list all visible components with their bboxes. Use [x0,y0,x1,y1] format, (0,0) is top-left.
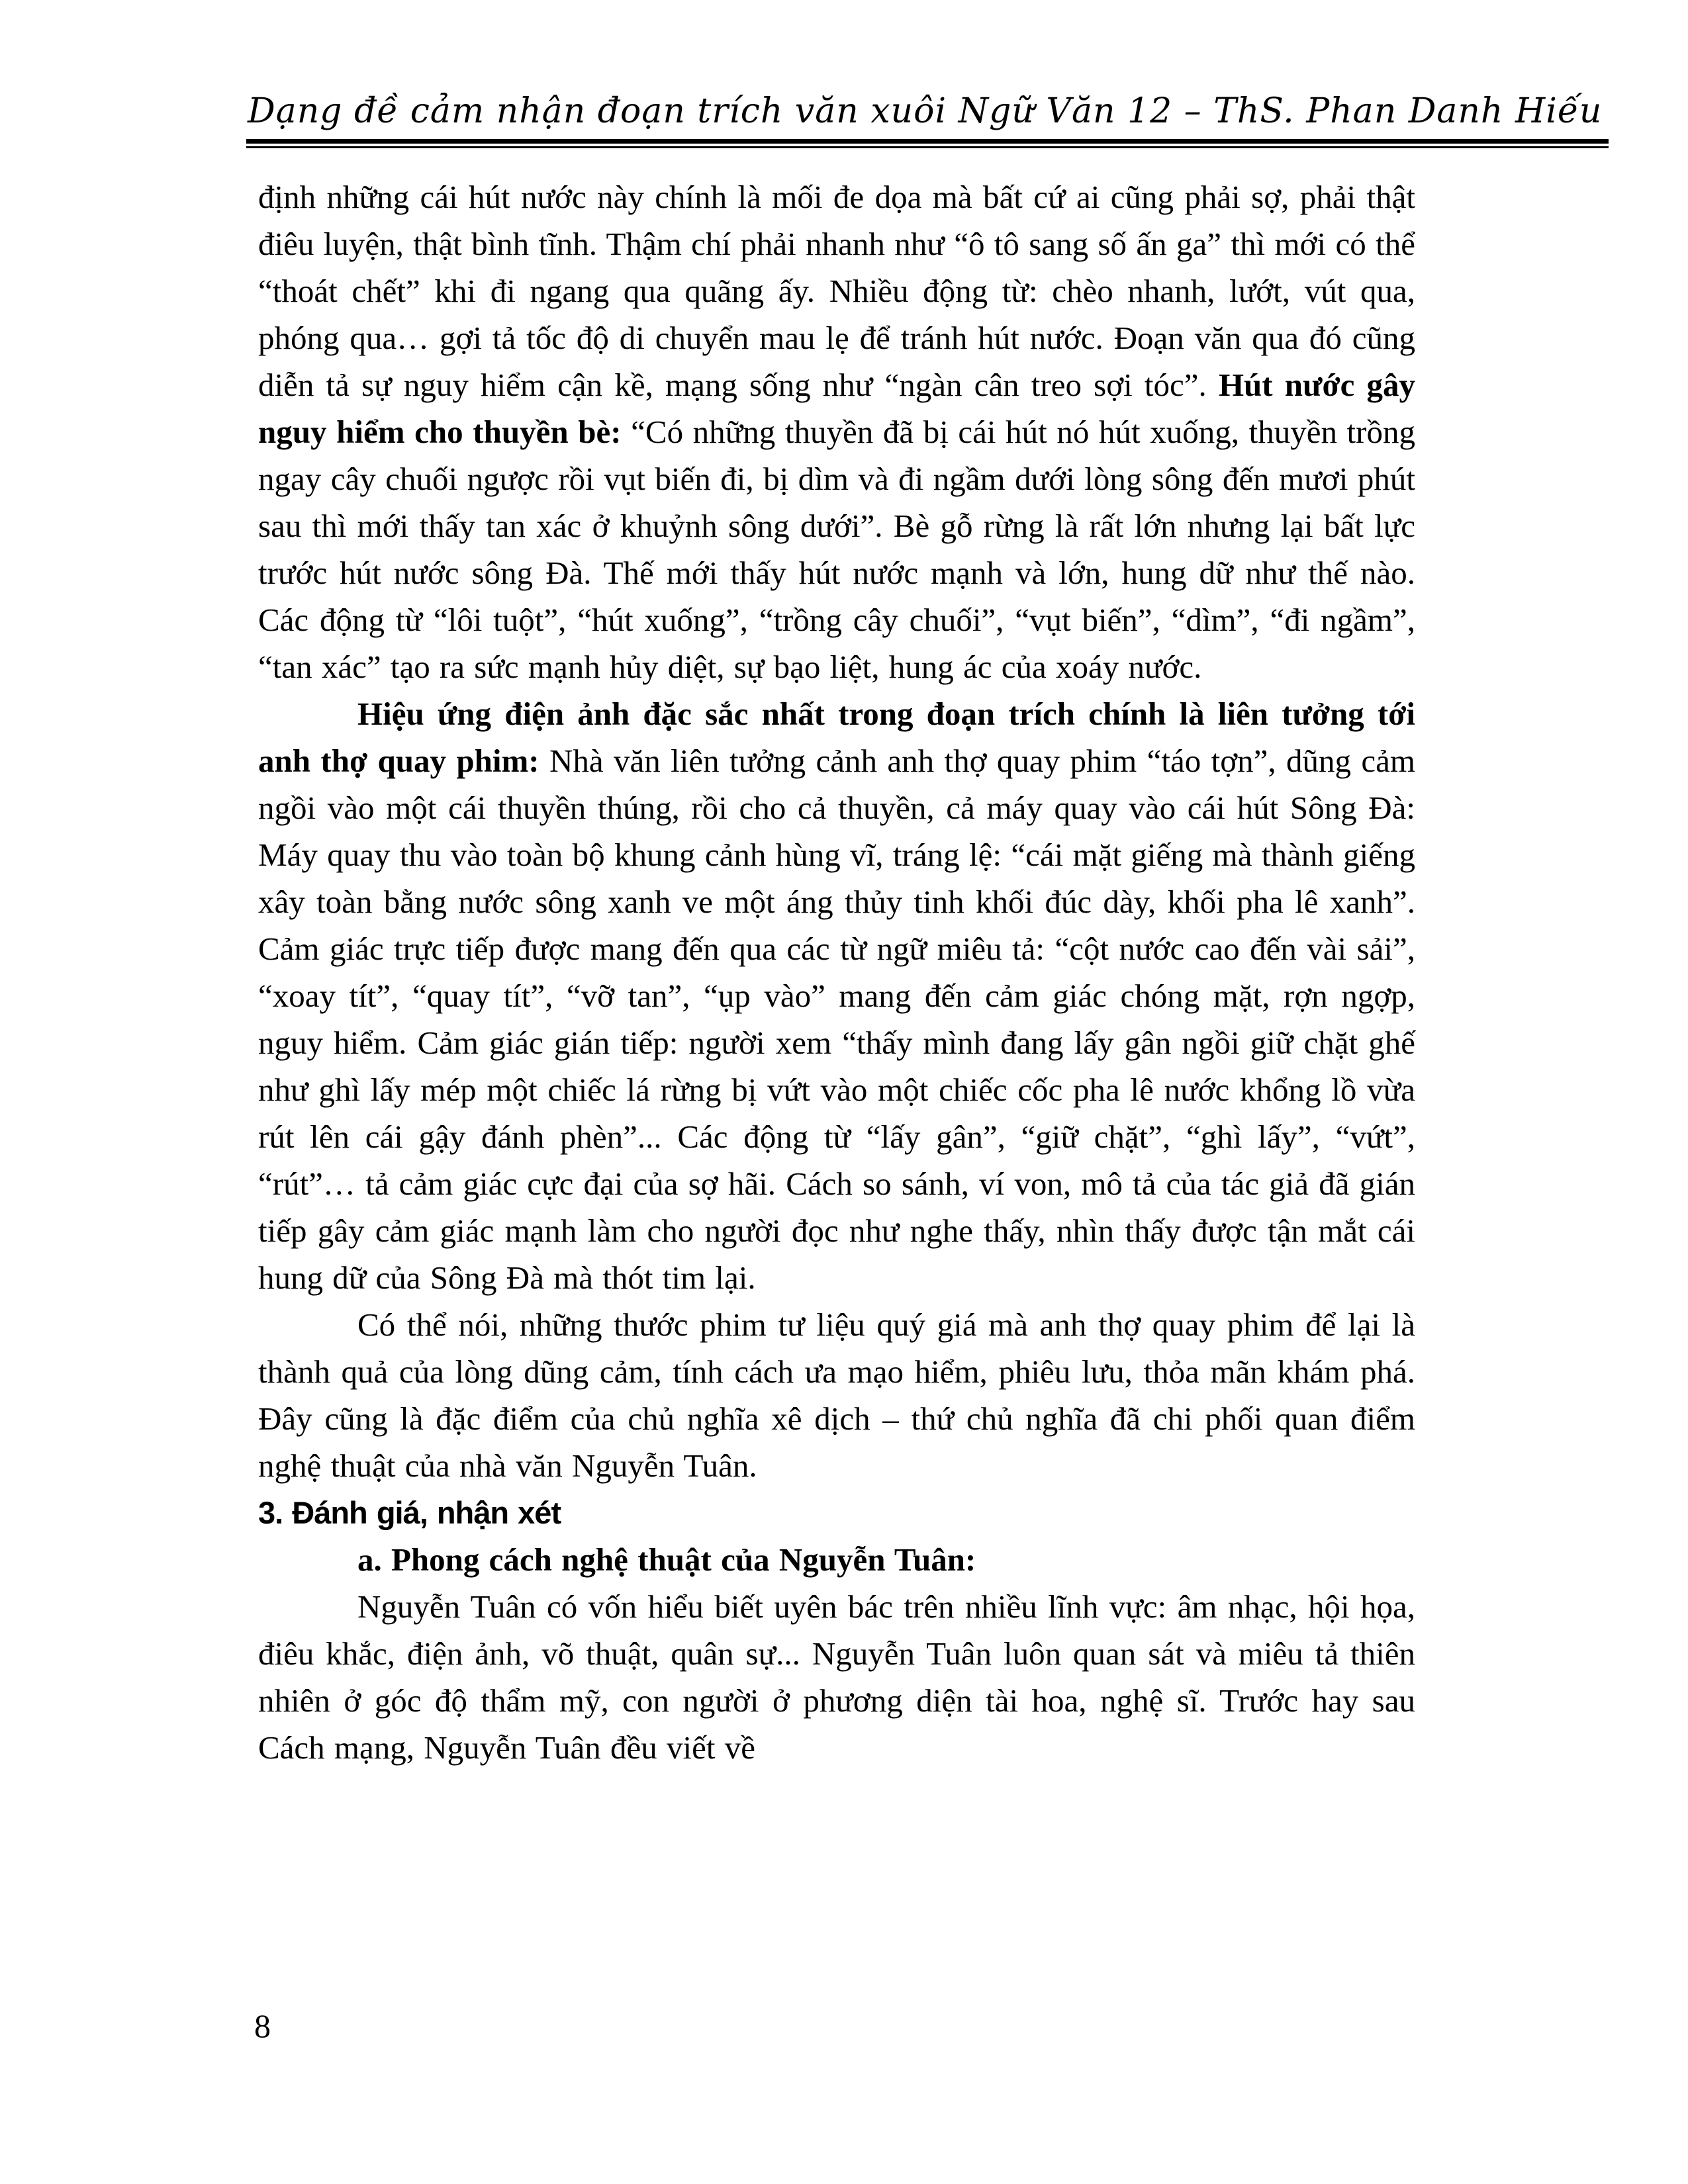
page-number: 8 [254,2007,271,2044]
document-body [258,173,1415,1771]
text-run: Nhà văn liên tưởng cảnh anh thợ quay phim “táo tợn”, dũng cảm ngồi vào một cái thuyền thúng, rồi cho cả thuyền, cả máy quay vào cái hút Sông Đà: Máy quay thu vào toàn bộ khung cảnh hùng vĩ, tráng lệ: “cái mặt giếng mà thành giếng xây toàn bằng nước sông xanh ve một áng thủy tinh khối đúc dày, khối pha lê xanh”. Cảm giác trực tiếp được mang đến qua các từ ngữ miêu tả: “cột nước cao đến vài sải”, “xoay tít”, “quay tít”, “vỡ tan”, “ụp vào” mang đến cảm giác chóng mặt, rợn ngợp, nguy hiểm. Cảm giác gián tiếp: người xem “thấy mình đang lấy gân ngồi giữ chặt ghế như ghì lấy mép một chiếc lá rừng bị vứt vào một chiếc cốc pha lê nước khổng lồ vừa rút lên cái gậy đánh phèn”... Các động từ “lấy gân”, “giữ chặt”, “ghì lấy”, “vứt”, “rút”… tả cảm giác cực đại của sợ hãi. Cách so sánh, ví von, mô tả của tác giả đã gián tiếp gây cảm giác mạnh làm cho người đọc như nghe thấy, nhìn thấy được tận mắt cái hung dữ của Sông Đà mà thót tim lại. [258,743,1415,1296]
section-heading [258,1536,1415,1583]
paragraph [258,1301,1415,1489]
text-run: Hiệu ứng điện ảnh đặc sắc nhất trong đoạn trích chính là liên tưởng tới anh thợ quay phim: [258,696,1415,779]
page-header [246,91,1603,144]
page-footer [254,2003,271,2050]
text-run: Có thể nói, những thước phim tư liệu quý giá mà anh thợ quay phim để lại là thành quả của lòng dũng cảm, tính cách ưa mạo hiểm, phiêu lưu, thỏa mãn khám phá. Đây cũng là đặc điểm của chủ nghĩa xê dịch – thứ chủ nghĩa đã chi phối quan điểm nghệ thuật của nhà văn Nguyễn Tuân. [258,1306,1415,1484]
text-run: Hút nước gây nguy hiểm cho thuyền bè: [258,367,1415,450]
paragraph [258,690,1415,1301]
header-title: Dạng đề cảm nhận đoạn trích văn xuôi Ngữ Văn 12 – ThS. Phan Danh Hiếu [246,91,1609,144]
paragraph [258,173,1415,690]
section-heading [258,1489,1415,1536]
text-run: a. Phong cách nghệ thuật của Nguyễn Tuân: [357,1541,976,1578]
paragraph [258,1583,1415,1771]
text-run: định những cái hút nước này chính là mối đe dọa mà bất cứ ai cũng phải sợ, phải thật điêu luyện, thật bình tĩnh. Thậm chí phải nhanh như “ô tô sang số ấn ga” thì mới có thể “thoát chết” khi đi ngang qua quãng ấy. Nhiều động từ: chèo nhanh, lướt, vút qua, phóng qua… gợi tả tốc độ di chuyển mau lẹ để tránh hút nước. Đoạn văn qua đó cũng diễn tả sự nguy hiểm cận kề, mạng sống như “ngàn cân treo sợi tóc”. [258,179,1415,403]
text-run: 3. Đánh giá, nhận xét [258,1495,561,1530]
text-run: “Có những thuyền đã bị cái hút nó hút xuống, thuyền trồng ngay cây chuối ngược rồi vụt biến đi, bị dìm và đi ngầm dưới lòng sông đến mươi phút sau thì mới thấy tan xác ở khuỷnh sông dưới”. Bè gỗ rừng là rất lớn nhưng lại bất lực trước hút nước sông Đà. Thế mới thấy hút nước mạnh và lớn, hung dữ như thế nào. Các động từ “lôi tuột”, “hút xuống”, “trồng cây chuối”, “vụt biến”, “dìm”, “đi ngầm”, “tan xác” tạo ra sức mạnh hủy diệt, sự bạo liệt, hung ác của xoáy nước. [258,414,1415,685]
text-run: Nguyễn Tuân có vốn hiểu biết uyên bác trên nhiều lĩnh vực: âm nhạc, hội họa, điêu khắc, điện ảnh, võ thuật, quân sự... Nguyễn Tuân luôn quan sát và miêu tả thiên nhiên ở góc độ thẩm mỹ, con người ở phương diện tài hoa, nghệ sĩ. Trước hay sau Cách mạng, Nguyễn Tuân đều viết về [258,1588,1415,1766]
